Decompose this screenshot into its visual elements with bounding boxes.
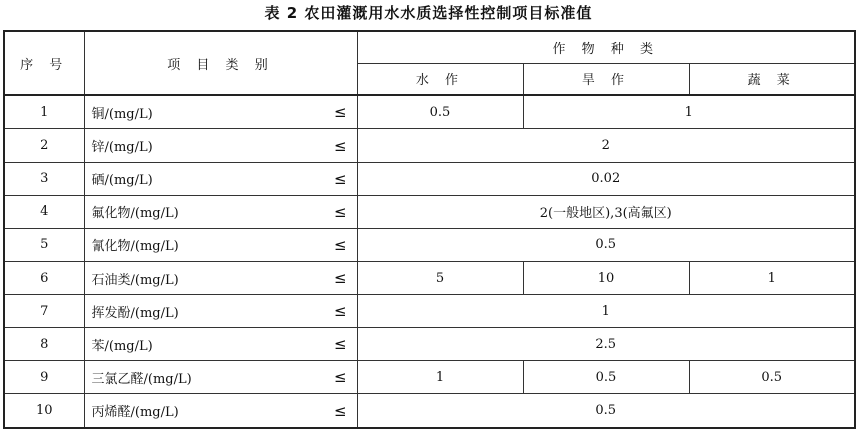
lte-symbol: ≤ (324, 261, 357, 294)
table-row (4, 295, 855, 328)
standards-table (3, 30, 856, 429)
item-label: 氟化物/(mg/L) (84, 195, 324, 228)
item-label: 石油类/(mg/L) (84, 261, 324, 294)
item-label: 三氯乙醛/(mg/L) (84, 361, 324, 394)
value-water: 0.5 (357, 95, 523, 129)
table-row (4, 162, 855, 195)
header-crop-types: 作 物 种 类 (357, 31, 855, 63)
table-title: 表 2 农田灌溉用水水质选择性控制项目标准值 (264, 4, 593, 22)
item-label: 丙烯醛/(mg/L) (84, 394, 324, 428)
value-all-crops: 0.5 (357, 394, 855, 428)
row-number: 3 (4, 162, 84, 195)
table-row (4, 228, 855, 261)
header-seq: 序 号 (4, 31, 84, 95)
value-all-crops: 2(一般地区),3(高氟区) (357, 195, 855, 228)
item-label: 锌/(mg/L) (84, 129, 324, 162)
value-dry: 0.5 (523, 361, 689, 394)
lte-symbol: ≤ (324, 228, 357, 261)
lte-symbol: ≤ (324, 129, 357, 162)
value-all-crops: 2 (357, 129, 855, 162)
lte-symbol: ≤ (324, 394, 357, 428)
table-row (4, 328, 855, 361)
item-label: 硒/(mg/L) (84, 162, 324, 195)
row-number: 5 (4, 228, 84, 261)
header-crop-vegetable: 蔬 菜 (689, 63, 855, 95)
row-number: 6 (4, 261, 84, 294)
table-row (4, 129, 855, 162)
value-vegetable: 0.5 (689, 361, 855, 394)
row-number: 8 (4, 328, 84, 361)
value-all-crops: 0.5 (357, 228, 855, 261)
lte-symbol: ≤ (324, 361, 357, 394)
item-label: 铜/(mg/L) (84, 95, 324, 129)
lte-symbol: ≤ (324, 162, 357, 195)
row-number: 10 (4, 394, 84, 428)
header-crop-water: 水 作 (357, 63, 523, 95)
lte-symbol: ≤ (324, 295, 357, 328)
value-all-crops: 0.02 (357, 162, 855, 195)
value-dry: 10 (523, 261, 689, 294)
row-number: 1 (4, 95, 84, 129)
item-label: 挥发酚/(mg/L) (84, 295, 324, 328)
lte-symbol: ≤ (324, 195, 357, 228)
table-row (4, 195, 855, 228)
lte-symbol: ≤ (324, 328, 357, 361)
value-water: 5 (357, 261, 523, 294)
table-row (4, 394, 855, 428)
header-crop-dry: 旱 作 (523, 63, 689, 95)
row-number: 7 (4, 295, 84, 328)
table-row (4, 361, 855, 394)
table-row (4, 261, 855, 294)
row-number: 2 (4, 129, 84, 162)
header-row-1 (4, 31, 855, 63)
lte-symbol: ≤ (324, 95, 357, 129)
header-item-category: 项 目 类 别 (84, 31, 357, 95)
value-all-crops: 1 (357, 295, 855, 328)
row-number: 4 (4, 195, 84, 228)
table-row (4, 95, 855, 129)
value-water: 1 (357, 361, 523, 394)
item-label: 苯/(mg/L) (84, 328, 324, 361)
item-label: 氰化物/(mg/L) (84, 228, 324, 261)
value-vegetable: 1 (689, 261, 855, 294)
value-dry-vegetable: 1 (523, 95, 855, 129)
value-all-crops: 2.5 (357, 328, 855, 361)
row-number: 9 (4, 361, 84, 394)
